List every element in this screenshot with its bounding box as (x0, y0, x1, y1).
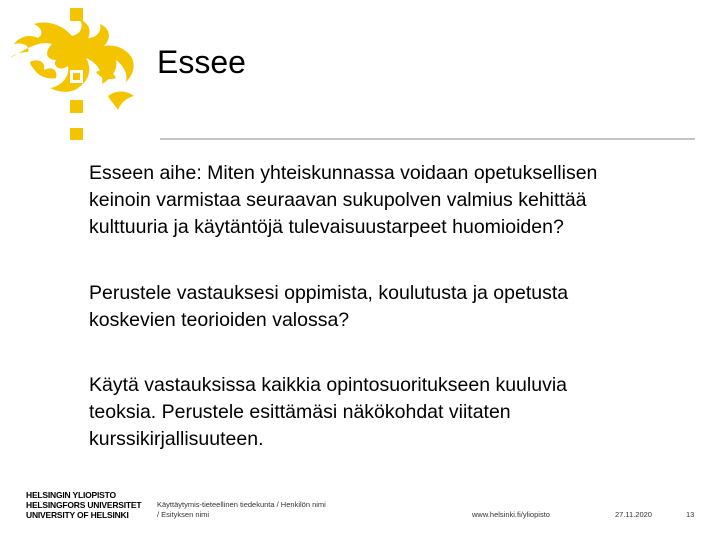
instruction-paragraph-2 (89, 372, 567, 453)
slide-title: Essee (157, 44, 246, 80)
footer-dept-line-2: / Esityksen nimi (157, 510, 210, 519)
footer-department (157, 500, 326, 520)
university-name-sv: HELSINGFORS UNIVERSITET (26, 500, 142, 510)
footer-dept-line-1: Käyttäytymis-tieteellinen tiedekunta / Henkilön nimi (157, 500, 326, 509)
university-name-fi: HELSINGIN YLIOPISTO (26, 490, 116, 500)
university-flame-logo (0, 0, 160, 145)
instruction-1-line-1: Perustele vastauksesi oppimista, koulutusta ja opetusta (89, 282, 569, 304)
topic-paragraph (89, 160, 597, 241)
title-divider (160, 138, 695, 140)
topic-line-3: kulttuuria ja käytäntöjä tulevaisuustarpeet huomioiden? (89, 216, 564, 238)
instruction-2-line-3: kurssikirjallisuuteen. (89, 428, 264, 450)
instruction-2-line-1: Käytä vastauksissa kaikkia opintosuoritukseen kuuluvia (89, 374, 568, 396)
university-wordmark (26, 490, 141, 520)
instruction-paragraph-1 (89, 280, 568, 334)
footer-date: 27.11.2020 (615, 510, 652, 519)
instruction-2-line-2: teoksia. Perustele esittämäsi näkökohdat viitaten (89, 401, 511, 423)
topic-line-2: keinoin varmistaa seuraavan sukupolven valmius kehittää (89, 189, 587, 211)
page-number: 13 (686, 510, 695, 519)
topic-question: : Miten yhteiskunnassa voidaan opetuksellisen (196, 162, 598, 184)
topic-label: Esseen aihe (89, 162, 197, 184)
footer-url: www.helsinki.fi/yliopisto (472, 510, 550, 519)
instruction-1-line-2: koskevien teorioiden valossa? (89, 309, 350, 331)
university-name-en: UNIVERSITY OF HELSINKI (26, 510, 129, 520)
